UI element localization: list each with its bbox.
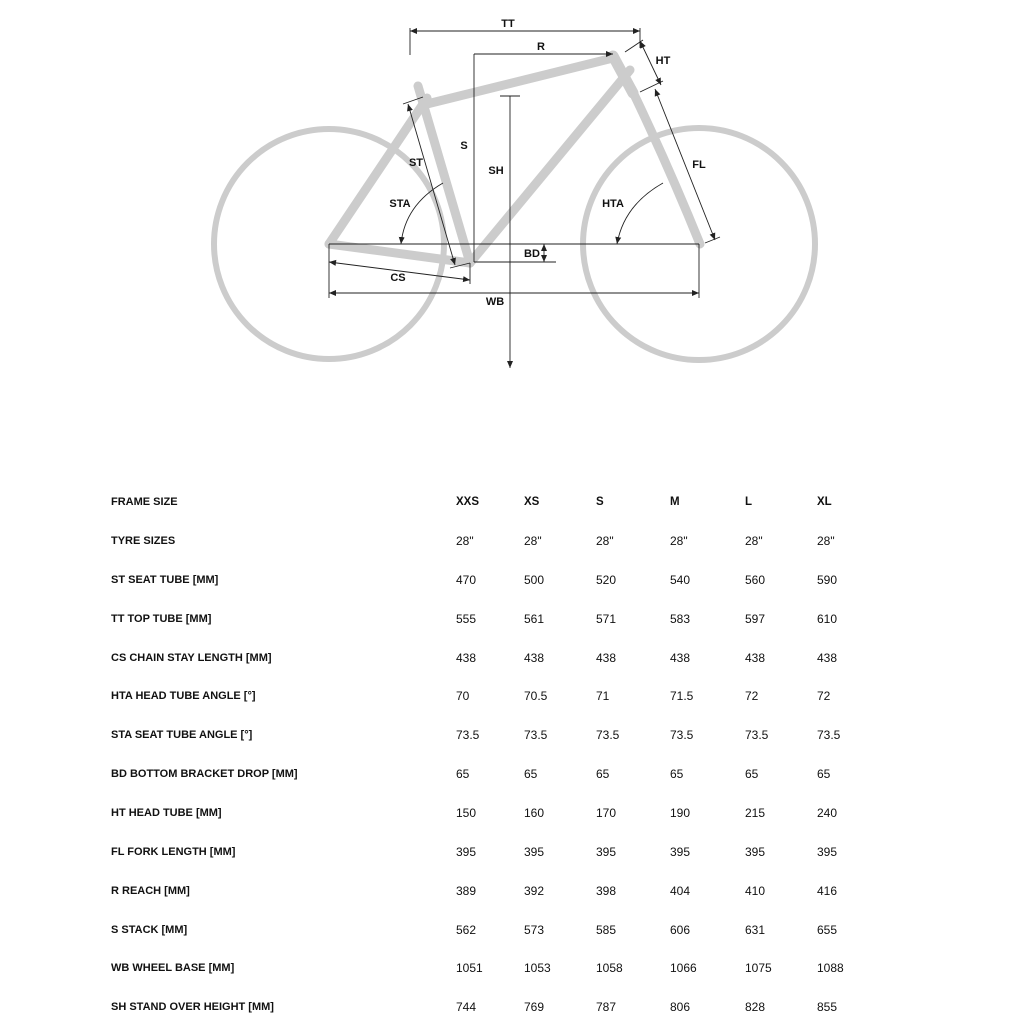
table-cell: 438 [745,651,766,665]
row-label: TT TOP TUBE [MM] [111,613,212,625]
table-cell: 395 [817,845,838,859]
table-cell: 606 [670,923,691,937]
table-cell: 395 [596,845,617,859]
table-cell: 583 [670,612,691,626]
row-label: BD BOTTOM BRACKET DROP [MM] [111,768,298,780]
table-cell: 1058 [596,961,623,975]
label-fl: FL [692,159,706,171]
size-header: XS [524,496,540,508]
table-cell: 65 [745,767,759,781]
size-header: M [670,496,680,508]
table-cell: 806 [670,1000,691,1014]
row-label: SH STAND OVER HEIGHT [MM] [111,1001,274,1013]
table-row [0,881,1024,901]
table-cell: 769 [524,1000,545,1014]
table-cell: 73.5 [817,728,841,742]
label-r: R [537,41,545,53]
table-cell: 1053 [524,961,551,975]
label-s: S [460,140,468,152]
table-cell: 190 [670,806,691,820]
table-cell: 585 [596,923,617,937]
table-cell: 71.5 [670,689,694,703]
table-cell: 65 [817,767,831,781]
label-sh: SH [488,165,504,177]
label-wb: WB [485,296,505,308]
table-cell: 65 [670,767,684,781]
table-cell: 540 [670,573,691,587]
table-cell: 1051 [456,961,483,975]
table-cell: 1075 [745,961,772,975]
table-cell: 828 [745,1000,766,1014]
row-label: R REACH [MM] [111,885,190,897]
table-cell: 73.5 [745,728,769,742]
size-header: S [596,496,604,508]
table-cell: 28" [456,534,474,548]
table-cell: 561 [524,612,545,626]
table-cell: 215 [745,806,766,820]
label-cs: CS [390,272,406,284]
row-label: WB WHEEL BASE [MM] [111,962,235,974]
frame-size-label: FRAME SIZE [111,496,178,508]
label-bd: BD [524,248,540,260]
table-cell: 28" [817,534,835,548]
table-cell: 416 [817,884,838,898]
size-header: L [745,496,753,508]
table-row [0,958,1024,978]
row-label: HTA HEAD TUBE ANGLE [°] [111,690,256,702]
table-cell: 160 [524,806,545,820]
table-cell: 70.5 [524,689,548,703]
table-cell: 398 [596,884,617,898]
size-header: XXS [456,496,480,508]
label-ht: HT [655,55,671,67]
row-label: STA SEAT TUBE ANGLE [°] [111,729,253,741]
table-cell: 72 [817,689,831,703]
table-cell: 571 [596,612,617,626]
table-cell: 395 [524,845,545,859]
label-hta: HTA [602,198,624,210]
table-row [0,997,1024,1017]
row-label: S STACK [MM] [111,924,188,936]
table-cell: 65 [596,767,610,781]
table-row [0,570,1024,590]
table-cell: 150 [456,806,477,820]
table-cell: 28" [524,534,542,548]
table-cell: 65 [456,767,470,781]
table-cell: 520 [596,573,617,587]
table-cell: 438 [817,651,838,665]
table-cell: 631 [745,923,766,937]
row-label: HT HEAD TUBE [MM] [111,807,222,819]
table-row [0,920,1024,940]
table-row [0,686,1024,706]
table-cell: 395 [456,845,477,859]
table-row [0,842,1024,862]
table-cell: 392 [524,884,545,898]
table-cell: 73.5 [524,728,548,742]
table-cell: 73.5 [456,728,480,742]
table-cell: 573 [524,923,545,937]
table-row [0,531,1024,551]
table-cell: 389 [456,884,477,898]
table-cell: 73.5 [670,728,694,742]
table-cell: 438 [670,651,691,665]
size-header: XL [817,496,832,508]
row-label: FL FORK LENGTH [MM] [111,846,236,858]
label-tt: TT [501,18,515,30]
table-cell: 438 [524,651,545,665]
table-cell: 72 [745,689,759,703]
table-row [0,803,1024,823]
table-cell: 71 [596,689,610,703]
table-cell: 28" [596,534,614,548]
label-sta: STA [389,198,411,210]
table-cell: 438 [456,651,477,665]
table-cell: 555 [456,612,477,626]
table-cell: 395 [670,845,691,859]
table-cell: 470 [456,573,477,587]
table-cell: 590 [817,573,838,587]
label-st: ST [408,157,424,169]
table-row [0,648,1024,668]
table-cell: 560 [745,573,766,587]
table-cell: 1066 [670,961,697,975]
table-cell: 1088 [817,961,844,975]
table-cell: 404 [670,884,691,898]
table-cell: 438 [596,651,617,665]
table-cell: 70 [456,689,470,703]
table-cell: 787 [596,1000,617,1014]
table-row [0,609,1024,629]
table-cell: 65 [524,767,538,781]
table-cell: 28" [670,534,688,548]
table-cell: 240 [817,806,838,820]
table-cell: 610 [817,612,838,626]
table-cell: 28" [745,534,763,548]
table-header-row [0,492,1024,512]
table-row [0,764,1024,784]
table-cell: 597 [745,612,766,626]
table-cell: 410 [745,884,766,898]
table-cell: 500 [524,573,545,587]
table-cell: 744 [456,1000,477,1014]
table-cell: 170 [596,806,617,820]
table-cell: 395 [745,845,766,859]
table-cell: 73.5 [596,728,620,742]
row-label: CS CHAIN STAY LENGTH [MM] [111,652,272,664]
row-label: ST SEAT TUBE [MM] [111,574,219,586]
table-cell: 562 [456,923,477,937]
table-row [0,725,1024,745]
table-cell: 655 [817,923,838,937]
row-label: TYRE SIZES [111,535,176,547]
table-cell: 855 [817,1000,838,1014]
